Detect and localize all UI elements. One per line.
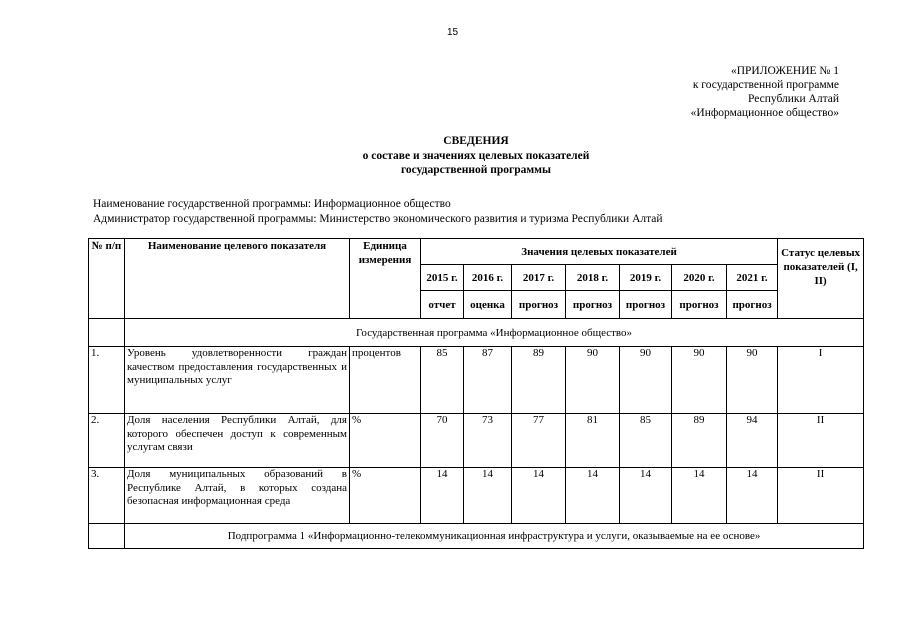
header-year: 2020 г. bbox=[672, 265, 727, 291]
section-spacer bbox=[89, 319, 125, 347]
header-type: оценка bbox=[464, 291, 512, 319]
header-type: отчет bbox=[421, 291, 464, 319]
row-value: 85 bbox=[620, 414, 672, 468]
row-num: 3. bbox=[89, 468, 125, 524]
row-status: II bbox=[778, 468, 864, 524]
row-value: 89 bbox=[512, 347, 566, 414]
row-status: II bbox=[778, 414, 864, 468]
table-row bbox=[89, 414, 864, 468]
program-name: Наименование государственной программы: Информационное общество bbox=[93, 198, 451, 210]
row-value: 14 bbox=[421, 468, 464, 524]
row-value: 90 bbox=[727, 347, 778, 414]
header-year: 2015 г. bbox=[421, 265, 464, 291]
row-value: 87 bbox=[464, 347, 512, 414]
appendix-note bbox=[691, 64, 839, 120]
row-num: 2. bbox=[89, 414, 125, 468]
header-unit: Единица измерения bbox=[350, 239, 421, 319]
header-type: прогноз bbox=[620, 291, 672, 319]
row-value: 14 bbox=[566, 468, 620, 524]
subprogram-title: Подпрограмма 1 «Информационно-телекоммуникационная инфраструктура и услуги, оказываемые на ее основе» bbox=[125, 524, 864, 549]
header-status: Статус целевых показателей (I, II) bbox=[778, 239, 864, 319]
row-unit: % bbox=[350, 414, 421, 468]
indicators-table bbox=[88, 238, 864, 549]
appendix-line: «ПРИЛОЖЕНИЕ № 1 bbox=[730, 65, 839, 77]
header-year: 2019 г. bbox=[620, 265, 672, 291]
header-type: прогноз bbox=[566, 291, 620, 319]
row-value: 89 bbox=[672, 414, 727, 468]
subprogram-spacer bbox=[89, 524, 125, 549]
table-row bbox=[89, 468, 864, 524]
row-unit: % bbox=[350, 468, 421, 524]
row-value: 73 bbox=[464, 414, 512, 468]
appendix-line: «Информационное общество» bbox=[690, 107, 839, 119]
row-value: 70 bbox=[421, 414, 464, 468]
document-heading bbox=[0, 134, 905, 178]
row-value: 77 bbox=[512, 414, 566, 468]
row-value: 14 bbox=[620, 468, 672, 524]
heading-title: СВЕДЕНИЯ bbox=[443, 135, 509, 147]
header-year: 2016 г. bbox=[464, 265, 512, 291]
page-number: 15 bbox=[446, 27, 459, 38]
header-num: № п/п bbox=[89, 239, 125, 319]
header-year: 2018 г. bbox=[566, 265, 620, 291]
row-name: Уровень удовлетворенности граждан качеством предоставления государственных и муниципальных услуг bbox=[125, 347, 350, 414]
row-name: Доля населения Республики Алтай, для которого обеспечен доступ к современным услугам связи bbox=[125, 414, 350, 468]
row-value: 94 bbox=[727, 414, 778, 468]
header-name: Наименование целевого показателя bbox=[125, 239, 350, 319]
header-type: прогноз bbox=[727, 291, 778, 319]
row-unit: процентов bbox=[350, 347, 421, 414]
heading-line: государственной программы bbox=[401, 164, 551, 176]
row-value: 14 bbox=[464, 468, 512, 524]
row-value: 14 bbox=[672, 468, 727, 524]
row-value: 90 bbox=[620, 347, 672, 414]
row-value: 14 bbox=[727, 468, 778, 524]
appendix-line: к государственной программе bbox=[692, 79, 839, 91]
header-year: 2017 г. bbox=[512, 265, 566, 291]
header-type: прогноз bbox=[672, 291, 727, 319]
row-num: 1. bbox=[89, 347, 125, 414]
row-name: Доля муниципальных образований в Республике Алтай, в которых создана безопасная информационная среда bbox=[125, 468, 350, 524]
row-status: I bbox=[778, 347, 864, 414]
heading-line: о составе и значениях целевых показателей bbox=[362, 149, 590, 162]
program-meta bbox=[93, 197, 663, 227]
header-year: 2021 г. bbox=[727, 265, 778, 291]
table-row bbox=[89, 347, 864, 414]
row-value: 90 bbox=[672, 347, 727, 414]
section-title: Государственная программа «Информационное общество» bbox=[125, 319, 864, 347]
row-value: 85 bbox=[421, 347, 464, 414]
row-value: 90 bbox=[566, 347, 620, 414]
row-value: 14 bbox=[512, 468, 566, 524]
row-value: 81 bbox=[566, 414, 620, 468]
header-values: Значения целевых показателей bbox=[421, 239, 778, 265]
header-type: прогноз bbox=[512, 291, 566, 319]
program-administrator: Администратор государственной программы: Министерство экономического развития и туризма Республики Алтай bbox=[93, 213, 663, 225]
appendix-line: Республики Алтай bbox=[747, 93, 839, 105]
